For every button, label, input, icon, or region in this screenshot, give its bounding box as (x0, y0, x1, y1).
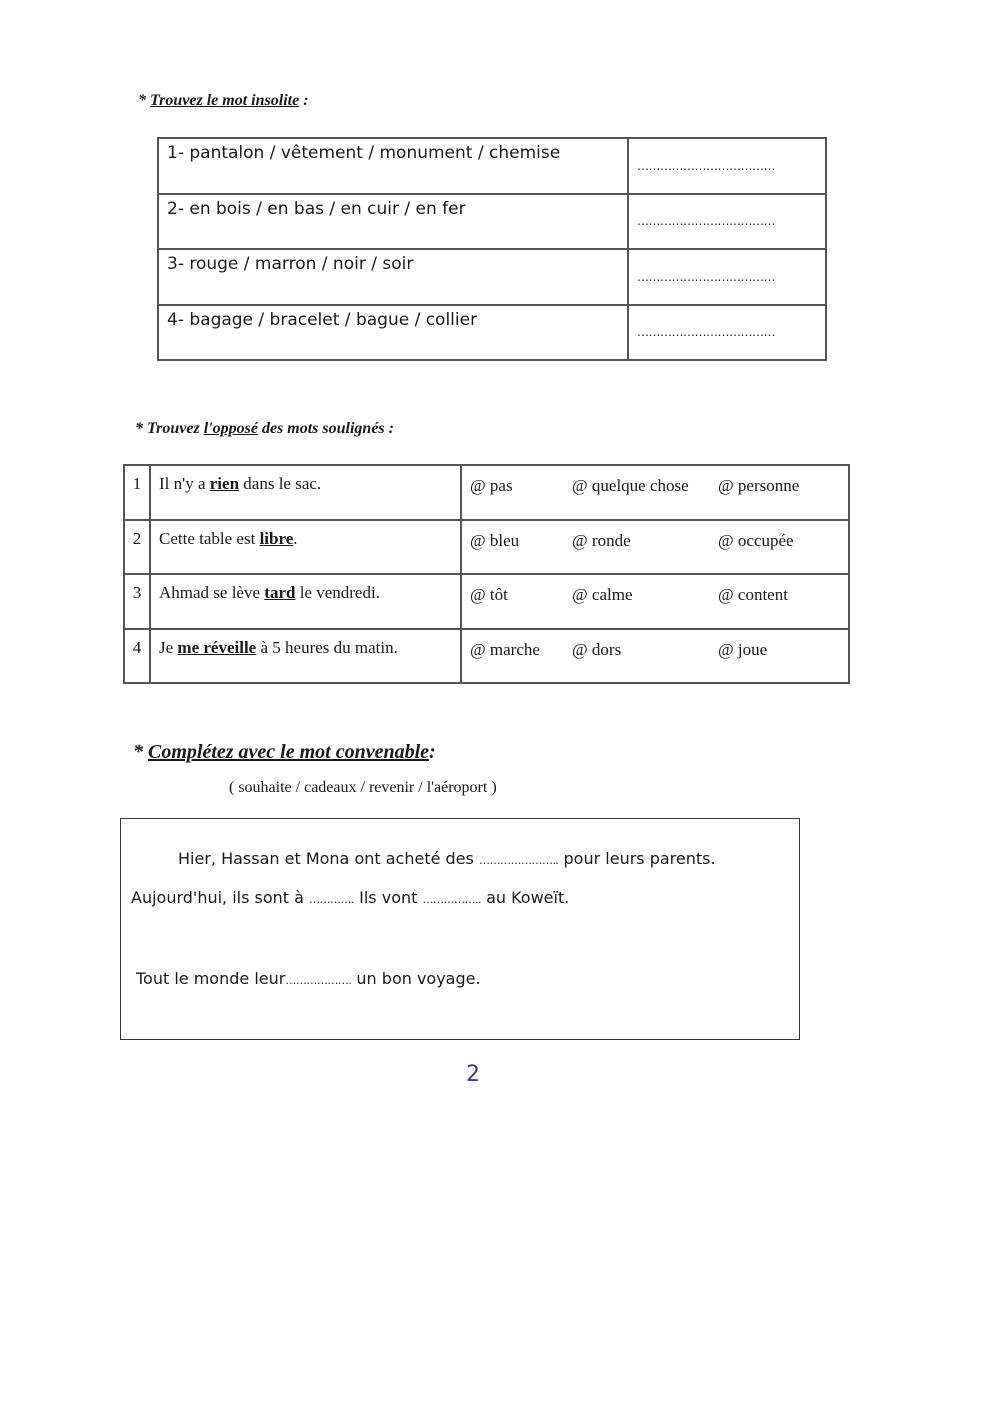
fill-blank[interactable]: ………………….. (478, 854, 559, 867)
row-number: 4 (124, 629, 150, 684)
question-text: 2- en bois / en bas / en cuir / en fer (158, 194, 628, 250)
options (461, 574, 849, 629)
underlined-word: tard (264, 583, 296, 602)
fill-blank[interactable]: …………….. (422, 893, 481, 906)
row-number: 3 (124, 574, 150, 629)
odd-word-table (157, 137, 827, 361)
option[interactable]: @ tôt (470, 585, 508, 604)
fill-in-box (120, 818, 800, 1040)
option[interactable]: @ bleu (470, 530, 520, 550)
table-row (158, 194, 826, 250)
option[interactable]: @ joue (718, 639, 768, 659)
fill-blank[interactable]: …………. (309, 893, 355, 906)
opposites-table (123, 464, 850, 684)
underlined-word: me réveille (177, 637, 257, 657)
answer-blank[interactable]: ……………………………… (628, 138, 826, 194)
section1-heading: * Trouvez le mot insolite : (138, 92, 309, 109)
section3-heading: * Complétez avec le mot convenable: (133, 741, 436, 763)
table-row (124, 465, 849, 520)
answer-blank[interactable]: ……………………………… (628, 305, 826, 361)
option[interactable]: @ quelque chose (572, 476, 689, 495)
text-line: Tout le monde leur………………. un bon voyage. (136, 969, 481, 988)
table-row (124, 574, 849, 629)
sentence: Cette table est libre. (150, 520, 461, 575)
underlined-word: libre (259, 528, 294, 548)
section1-heading-text: Trouvez le mot insolite (150, 92, 300, 109)
table-row (124, 629, 849, 684)
sentence: Il n'y a rien dans le sac. (150, 465, 461, 520)
question-text: 1- pantalon / vêtement / monument / chemise (158, 138, 628, 194)
row-number: 1 (124, 465, 150, 520)
sentence: Je me réveille à 5 heures du matin. (150, 629, 461, 684)
page-number: 2 (466, 1062, 480, 1087)
table-row (158, 249, 826, 305)
text-line: Hier, Hassan et Mona ont acheté des ………………….. pour leurs parents. (178, 849, 716, 868)
answer-blank[interactable]: ……………………………… (628, 194, 826, 250)
section2-heading: * Trouvez l'opposé des mots soulignés : (135, 420, 394, 437)
question-text: 4- bagage / bracelet / bague / collier (158, 305, 628, 361)
option[interactable]: @ pas (470, 476, 513, 495)
option[interactable]: @ ronde (572, 530, 631, 550)
word-bank: ( souhaite / cadeaux / revenir / l'aéroport ) (229, 779, 497, 796)
option[interactable]: @ occupée (718, 530, 794, 550)
answer-blank[interactable]: ……………………………… (628, 249, 826, 305)
option[interactable]: @ calme (572, 585, 633, 604)
row-number: 2 (124, 520, 150, 575)
option[interactable]: @ personne (718, 476, 800, 495)
fill-blank[interactable]: ………………. (285, 974, 352, 987)
options (461, 465, 849, 520)
options (461, 629, 849, 684)
question-text: 3- rouge / marron / noir / soir (158, 249, 628, 305)
table-row (158, 305, 826, 361)
option[interactable]: @ content (718, 585, 788, 604)
option[interactable]: @ dors (572, 639, 622, 659)
text-line: Aujourd'hui, ils sont à …………. Ils vont …………….. au Koweït. (131, 888, 570, 907)
option[interactable]: @ marche (470, 639, 540, 659)
sentence: Ahmad se lève tard le vendredi. (150, 574, 461, 629)
underlined-word: rien (209, 474, 240, 493)
table-row (124, 520, 849, 575)
table-row (158, 138, 826, 194)
options (461, 520, 849, 575)
